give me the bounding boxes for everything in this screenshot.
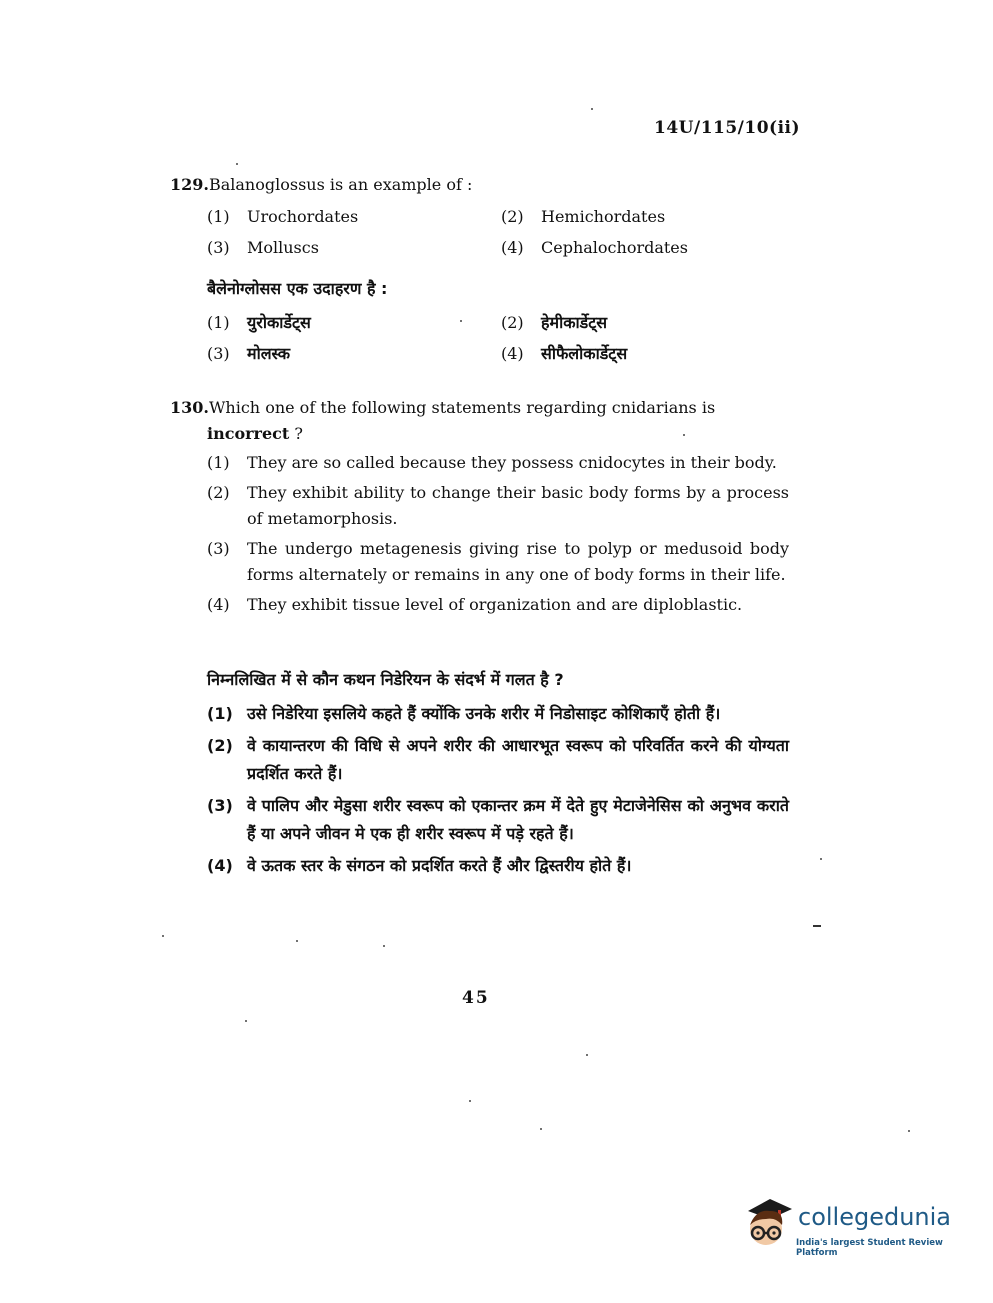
brand-tagline: India's largest Student Review Platform: [796, 1238, 943, 1258]
option-number: (4): [501, 238, 524, 257]
scan-speck: [162, 935, 164, 937]
option-number: (3): [207, 539, 230, 558]
option-text: वे पालिप और मेडुसा शरीर स्वरूप को एकान्तर क्रम में देते हुए मेटाजेनेसिस को अनुभव कराते हैं या अपने जीवन मे एक ही शरीर स्वरूप में पड़े रहते हैं।: [247, 796, 789, 843]
option-text: मोलस्क: [247, 344, 291, 363]
option-text: उसे निडेरिया इसलिये कहते हैं क्योंकि उनके शरीर में निडोसाइट कोशिकाएँ होती हैं।: [247, 704, 721, 723]
q130-option-3-en: [207, 536, 789, 588]
option-text: वे ऊतक स्तर के संगठन को प्रदर्शित करते हैं और द्विस्तरीय होते हैं।: [247, 856, 632, 875]
q129-option-3-hi: [207, 342, 290, 364]
question-number: 129.: [170, 175, 209, 194]
question-130: [170, 395, 788, 447]
q129-option-4-en: [501, 238, 688, 257]
scan-mark: [813, 925, 821, 927]
option-number: (3): [207, 238, 230, 257]
option-number: (4): [207, 856, 233, 875]
option-number: (1): [207, 453, 230, 472]
scan-speck: [460, 320, 462, 322]
option-text: सीफैलोकार्डेट्स: [541, 344, 628, 363]
q130-options-hi: [207, 700, 789, 884]
scan-speck: [908, 1130, 910, 1132]
scan-speck: [296, 940, 298, 942]
question-text-end: ?: [289, 424, 303, 443]
option-text: They exhibit tissue level of organization and are diploblastic.: [247, 595, 743, 614]
question-text-en: Balanoglossus is an example of :: [208, 175, 473, 194]
mascot-icon: [740, 1195, 796, 1259]
option-number: (3): [207, 796, 233, 815]
q130-options-en: [207, 450, 789, 622]
q130-option-2-en: [207, 480, 789, 532]
q129-option-1-en: [207, 207, 358, 226]
q130-option-2-hi: [207, 732, 789, 788]
option-text: They exhibit ability to change their basic body forms by a process of metamorphosis.: [247, 483, 789, 528]
option-number: (1): [207, 313, 230, 332]
scan-speck: [591, 108, 593, 110]
q130-option-4-en: [207, 592, 789, 618]
question-text-emphasis: incorrect: [207, 424, 290, 443]
option-text: Cephalochordates: [541, 238, 688, 257]
option-number: (1): [207, 704, 233, 723]
option-text: हेमीकार्डेट्स: [541, 313, 608, 332]
option-number: (3): [207, 344, 230, 363]
option-text: The undergo metagenesis giving rise to polyp or medusoid body forms alternately or remains in any one of body forms in their life.: [247, 539, 789, 584]
option-number: (2): [501, 313, 524, 332]
q129-option-1-hi: [207, 311, 311, 333]
option-number: (4): [207, 595, 230, 614]
page-number: 45: [462, 988, 490, 1008]
q129-option-2-en: [501, 207, 665, 226]
q129-option-3-en: [207, 238, 319, 257]
question-129: [170, 175, 472, 194]
q130-option-4-hi: [207, 852, 789, 880]
q130-option-3-hi: [207, 792, 789, 848]
scan-speck: [683, 434, 685, 436]
q130-option-1-hi: [207, 700, 789, 728]
option-text: They are so called because they possess cnidocytes in their body.: [247, 453, 777, 472]
scan-speck: [245, 1020, 247, 1022]
paper-code: 14U/115/10(ii): [654, 118, 801, 138]
question-129-hindi: बैलेनोग्लोसस एक उदाहरण है :: [207, 279, 388, 298]
scan-speck: [820, 858, 822, 860]
q129-option-2-hi: [501, 311, 607, 333]
option-number: (2): [501, 207, 524, 226]
option-number: (1): [207, 207, 230, 226]
scan-speck: [540, 1128, 542, 1130]
scan-speck: [469, 1100, 471, 1102]
scan-speck: [586, 1054, 588, 1056]
option-text: Molluscs: [247, 238, 319, 257]
option-text: वे कायान्तरण की विधि से अपने शरीर की आधारभूत स्वरूप को परिवर्तित करने की योग्यता प्रदर्शित करते हैं।: [247, 736, 789, 783]
option-text: Hemichordates: [541, 207, 666, 226]
question-number: 130.: [170, 398, 209, 417]
brand-name: collegedunia: [798, 1203, 952, 1231]
option-number: (4): [501, 344, 524, 363]
scan-speck: [236, 163, 238, 165]
q129-option-4-hi: [501, 342, 627, 364]
scan-speck: [383, 945, 385, 947]
option-text: युरोकार्डेट्स: [247, 313, 311, 332]
q130-option-1-en: [207, 450, 789, 476]
option-number: (2): [207, 483, 230, 502]
option-text: Urochordates: [247, 207, 359, 226]
brand-logo: [740, 1195, 970, 1265]
question-text-en: Which one of the following statements regarding cnidarians is: [208, 398, 716, 417]
option-number: (2): [207, 736, 233, 755]
question-130-hindi: निम्नलिखित में से कौन कथन निडेरियन के संदर्भ में गलत है ?: [207, 670, 564, 689]
